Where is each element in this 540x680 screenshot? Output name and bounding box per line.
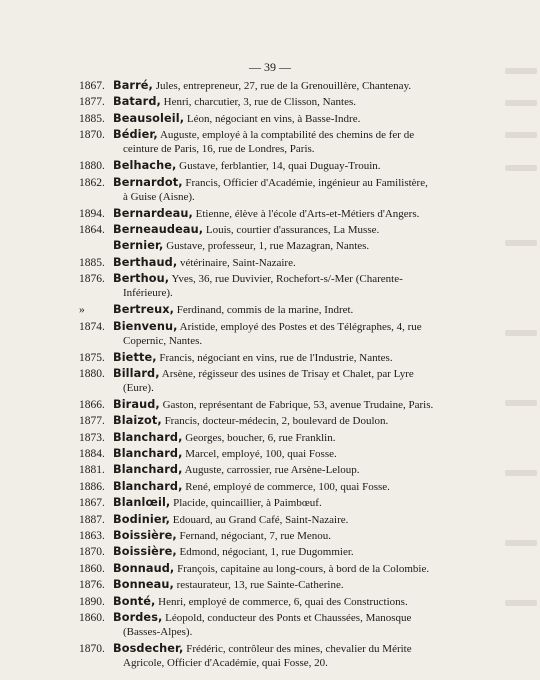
entry-name: Bordes, <box>113 610 163 624</box>
entry-row <box>0 545 540 559</box>
entry-text: Francis, négociant en vins, rue de l'Industrie, Nantes. <box>156 351 393 364</box>
entry-text: Fernand, négociant, 7, rue Menou. <box>176 530 332 543</box>
entry-row <box>0 611 540 639</box>
entry-year: 1874. <box>79 320 105 333</box>
entry-row <box>0 128 540 156</box>
entry-row <box>0 398 540 412</box>
entry-name: Bernardot, <box>113 175 183 189</box>
entry-row <box>0 351 540 365</box>
entry-text: Auguste, carrossier, rue Arsène-Leloup. <box>182 464 360 477</box>
entry-row <box>0 272 540 300</box>
entry-year: 1877. <box>79 415 105 428</box>
entry-continuation: (Eure). <box>123 381 154 394</box>
entry-row <box>0 463 540 477</box>
entry-row <box>0 414 540 428</box>
entry-year: 1867. <box>79 497 105 510</box>
entry-name: Boissière, <box>113 545 177 559</box>
entry-list <box>0 79 540 673</box>
entry-name: Bosdecher, <box>113 641 184 655</box>
entry-row <box>0 256 540 270</box>
entry-row <box>0 496 540 510</box>
entry-name: Bertreux, <box>113 303 174 317</box>
entry-name: Billard, <box>113 366 160 380</box>
entry-name: Blaizot, <box>113 414 162 428</box>
entry-continuation: Agricole, Officier d'Académie, quai Fosse, 20. <box>123 656 328 669</box>
entry-text: Auguste, employé à la comptabilité des chemins de fer de <box>157 129 415 142</box>
entry-row <box>0 320 540 348</box>
entry-year: 1894. <box>79 207 105 220</box>
entry-text: Francis, Officier d'Académie, ingénieur au Familistère, <box>182 176 428 189</box>
entry-row <box>0 595 540 609</box>
entry-continuation: à Guise (Aisne). <box>123 190 195 203</box>
entry-name: Beausoleil, <box>113 111 185 125</box>
entry-row <box>0 159 540 173</box>
entry-text: Georges, boucher, 6, rue Franklin. <box>182 431 336 444</box>
entry-year: 1870. <box>79 546 105 559</box>
entry-text: Francis, docteur-médecin, 2, boulevard de Doulon. <box>161 415 389 428</box>
entry-text: Edouard, au Grand Café, Saint-Nazaire. <box>170 513 349 526</box>
entry-row <box>0 303 540 317</box>
entry-year: 1866. <box>79 398 105 411</box>
entry-text: Henri, charcutier, 3, rue de Clisson, Nantes. <box>160 96 356 109</box>
entry-row <box>0 112 540 126</box>
entry-name: Blanchard, <box>113 447 183 461</box>
entry-row <box>0 578 540 592</box>
entry-year: 1877. <box>79 96 105 109</box>
entry-continuation: (Basses-Alpes). <box>123 625 193 638</box>
entry-name: Bodinier, <box>113 512 171 526</box>
entry-text: François, capitaine au long-cours, à bord de la Colombie. <box>174 562 430 575</box>
entry-year: 1886. <box>79 480 105 493</box>
entry-row <box>0 642 540 670</box>
entry-name: Biette, <box>113 350 157 364</box>
entry-name: Bernardeau, <box>113 206 193 220</box>
entry-text: Louis, courtier d'assurances, La Musse. <box>203 223 380 236</box>
entry-continuation: Copernic, Nantes. <box>123 334 203 347</box>
entry-name: Blanlœil, <box>113 496 171 510</box>
entry-text: Etienne, élève à l'école d'Arts-et-Métiers d'Angers. <box>192 207 420 220</box>
entry-year: 1887. <box>79 513 105 526</box>
entry-name: Berthou, <box>113 272 170 286</box>
entry-row <box>0 367 540 395</box>
entry-text: Léopold, conducteur des Ponts et Chaussées, Manosque <box>162 611 412 624</box>
entry-year: 1881. <box>79 464 105 477</box>
entry-name: Bernier, <box>113 239 164 253</box>
entry-row <box>0 562 540 576</box>
entry-row <box>0 239 540 253</box>
entry-text: Aristide, employé des Postes et des Télégraphes, 4, rue <box>177 320 422 333</box>
entry-name: Belhache, <box>113 159 177 173</box>
entry-year: 1885. <box>79 112 105 125</box>
entry-year: 1870. <box>79 129 105 142</box>
entry-text: Jules, entrepreneur, 27, rue de la Grenouillère, Chantenay. <box>152 80 412 92</box>
page-number: — 39 — <box>249 60 291 74</box>
entry-text: Gaston, représentant de Fabrique, 53, avenue Trudaine, Paris. <box>159 398 434 411</box>
entry-row <box>0 447 540 461</box>
entry-text: Léon, négociant en vins, à Basse-Indre. <box>184 112 361 125</box>
entry-year: 1864. <box>79 223 105 236</box>
entry-name: Bonneau, <box>113 578 174 592</box>
entry-name: Bonnaud, <box>113 561 175 575</box>
entry-text: vétérinaire, Saint-Nazaire. <box>177 256 296 269</box>
entry-text: Gustave, professeur, 1, rue Mazagran, Nantes. <box>163 240 370 253</box>
entry-name: Berneaudeau, <box>113 222 204 236</box>
entry-continuation: Inférieure). <box>123 287 173 300</box>
entry-year: 1884. <box>79 448 105 461</box>
entry-text: Arsène, régisseur des usines de Trisay et Chalet, par Lyre <box>159 367 414 380</box>
entry-year: 1860. <box>79 611 105 624</box>
entry-name: Bédier, <box>113 128 158 142</box>
entry-text: Frédéric, contrôleur des mines, chevalier du Mérite <box>183 642 412 655</box>
entry-name: Berthaud, <box>113 255 178 269</box>
entry-name: Bienvenu, <box>113 319 178 333</box>
entry-year: 1870. <box>79 642 105 655</box>
entry-year: 1890. <box>79 595 105 608</box>
entry-name: Blanchard, <box>113 463 183 477</box>
entry-name: Batard, <box>113 95 161 109</box>
entry-row <box>0 95 540 109</box>
entry-year: 1867. <box>79 80 105 92</box>
entry-text: Yves, 36, rue Duvivier, Rochefort-s/-Mer (Charente- <box>169 273 403 286</box>
entry-year: 1880. <box>79 160 105 173</box>
entry-name: Bonté, <box>113 594 156 608</box>
entry-text: Ferdinand, commis de la marine, Indret. <box>174 304 354 317</box>
entry-row <box>0 207 540 221</box>
entry-text: restaurateur, 13, rue Sainte-Catherine. <box>173 579 344 592</box>
entry-year: 1880. <box>79 367 105 380</box>
entry-year: » <box>79 304 85 317</box>
entry-row <box>0 431 540 445</box>
entry-year: 1860. <box>79 562 105 575</box>
entry-row <box>0 223 540 237</box>
entry-name: Blanchard, <box>113 430 183 444</box>
entry-year: 1873. <box>79 431 105 444</box>
entry-row <box>0 176 540 204</box>
entry-text: Gustave, ferblantier, 14, quai Duguay-Trouin. <box>176 160 381 173</box>
entry-year: 1863. <box>79 530 105 543</box>
entry-year: 1885. <box>79 256 105 269</box>
entry-name: Blanchard, <box>113 479 183 493</box>
entry-name: Boissière, <box>113 529 177 543</box>
entry-text: Marcel, employé, 100, quai Fosse. <box>182 448 337 461</box>
entry-text: René, employé de commerce, 100, quai Fosse. <box>182 480 390 493</box>
entry-name: Biraud, <box>113 397 160 411</box>
entry-year: 1862. <box>79 176 105 189</box>
entry-year: 1876. <box>79 579 105 592</box>
entry-year: 1875. <box>79 351 105 364</box>
entry-year: 1876. <box>79 273 105 286</box>
entry-text: Placide, quincaillier, à Paimbœuf. <box>170 497 322 510</box>
entry-text: Henri, employé de commerce, 6, quai des Constructions. <box>155 595 408 608</box>
entry-continuation: ceinture de Paris, 16, rue de Londres, Paris. <box>123 143 315 156</box>
entry-row <box>0 513 540 527</box>
entry-row <box>0 79 540 93</box>
entry-row <box>0 480 540 494</box>
entry-text: Edmond, négociant, 1, rue Dugommier. <box>176 546 354 559</box>
entry-name: Barré, <box>113 79 153 92</box>
entry-row <box>0 529 540 543</box>
